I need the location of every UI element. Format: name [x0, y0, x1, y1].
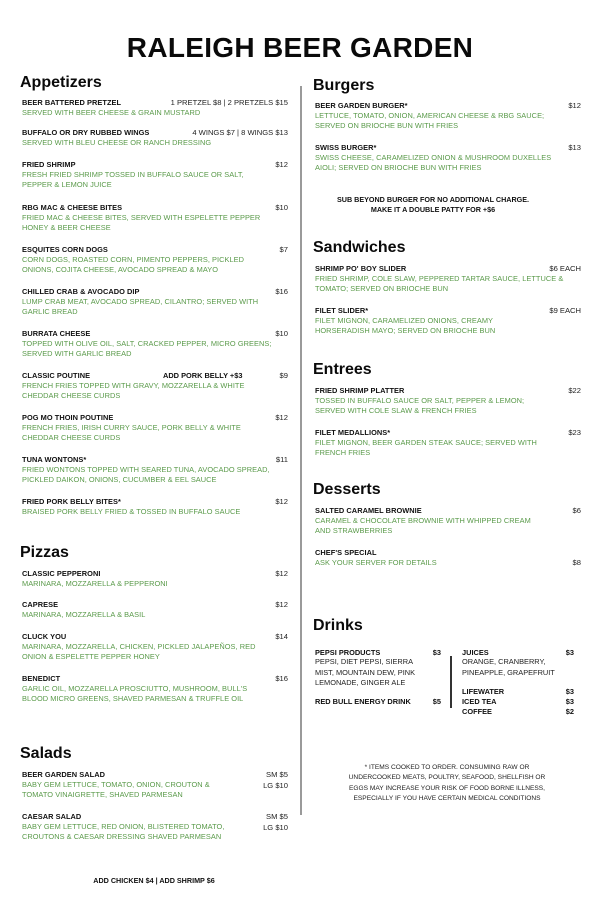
item-name: FRIED SHRIMP PLATTER — [315, 386, 405, 395]
item-price: $8 — [572, 557, 581, 567]
item-description: SERVED WITH BEER CHEESE & GRAIN MUSTARD — [22, 107, 201, 117]
menu-item — [22, 770, 288, 801]
section-title-salads: Salads — [20, 745, 72, 762]
menu-item — [315, 101, 581, 132]
section-title-burgers: Burgers — [313, 77, 375, 94]
item-name: BUFFALO OR DRY RUBBED WINGS — [22, 128, 150, 137]
item-name: BEER GARDEN BURGER* — [315, 101, 408, 110]
drink-name: COFFEE — [462, 707, 492, 717]
item-name: BENEDICT — [22, 674, 61, 683]
item-price: $9 — [279, 371, 288, 380]
item-addon: ADD PORK BELLY +$3 — [163, 371, 243, 380]
item-price: $12 — [275, 160, 288, 169]
item-name: FILET SLIDER* — [315, 306, 369, 315]
price-small: SM $5 — [266, 770, 288, 779]
item-description: FRENCH FRIES TOPPED WITH GRAVY, MOZZARELLA & WHITE CHEDDAR CHEESE CURDS — [22, 380, 245, 401]
item-name: CAPRESE — [22, 600, 59, 609]
menu-item — [22, 812, 288, 843]
item-name: SALTED CARAMEL BROWNIE — [315, 506, 422, 515]
item-description: LUMP CRAB MEAT, AVOCADO SPREAD, CILANTRO; SERVED WITH GARLIC BREAD — [22, 296, 259, 317]
drink-price: $5 — [432, 696, 441, 706]
item-name: CLUCK YOU — [22, 632, 67, 641]
allergy-line-3: EGGS MAY INCREASE YOUR RISK OF FOOD BORNE ILLNESS, — [348, 784, 546, 792]
item-price: $22 — [568, 386, 581, 395]
item-description: SERVED WITH BLEU CHEESE OR RANCH DRESSING — [22, 137, 212, 147]
menu-item — [22, 287, 288, 318]
item-name: FILET MEDALLIONS* — [315, 428, 391, 437]
menu-item — [315, 386, 581, 417]
menu-title: RALEIGH BEER GARDEN — [126, 32, 474, 63]
price-small: SM $5 — [266, 812, 288, 821]
section-title-drinks: Drinks — [313, 617, 363, 634]
menu-item — [315, 428, 581, 459]
price-large: LG $10 — [263, 822, 288, 832]
item-name: CLASSIC POUTINE — [22, 371, 91, 380]
drink-price: $3 — [565, 648, 574, 657]
item-price: $14 — [275, 632, 288, 641]
item-description: TOPPED WITH OLIVE OIL, SALT, CRACKED PEPPER, MICRO GREENS; SERVED WITH GARLIC BREAD — [22, 338, 272, 359]
item-price-sizes — [263, 770, 288, 791]
item-price: $10 — [275, 329, 288, 338]
drink-name: LIFEWATER — [462, 687, 505, 697]
menu-item — [22, 371, 288, 402]
menu-item — [22, 674, 288, 705]
menu-item — [22, 455, 288, 486]
drink-name: JUICES — [462, 648, 489, 657]
item-name: CLASSIC PEPPERONI — [22, 569, 101, 578]
item-price: $12 — [275, 569, 288, 578]
item-price: $6 EACH — [549, 264, 581, 273]
column-divider — [300, 86, 302, 815]
menu-item — [22, 569, 288, 589]
item-price: $11 — [275, 455, 288, 464]
item-price: $23 — [568, 428, 581, 437]
menu-item — [22, 497, 288, 517]
allergy-line-4: ESPECIALLY IF YOU HAVE CERTAIN MEDICAL CONDITIONS — [353, 795, 541, 803]
item-price: $12 — [275, 497, 288, 506]
menu-item — [22, 128, 288, 148]
item-description: FILET MIGNON, BEER GARDEN STEAK SAUCE; SERVED WITH FRENCH FRIES — [315, 437, 537, 458]
item-name: RBG MAC & CHEESE BITES — [22, 203, 123, 212]
item-name: FRIED PORK BELLY BITES* — [22, 497, 121, 506]
allergy-line-2: UNDERCOOKED MEATS, POULTRY, SEAFOOD, SHELLFISH OR — [348, 774, 546, 782]
section-title-pizzas: Pizzas — [20, 544, 69, 561]
section-title-desserts: Desserts — [313, 481, 381, 498]
item-description: MARINARA, MOZZARELLA, CHICKEN, PICKLED JALAPEÑOS, RED ONION & ESPELETTE PEPPER HONEY — [22, 641, 256, 662]
item-description: FRIED SHRIMP, COLE SLAW, PEPPERED TARTAR SAUCE, LETTUCE & TOMATO; SERVED ON BRIOCHE BUN — [315, 273, 564, 294]
menu-item — [22, 160, 288, 191]
drink-name: RED BULL ENERGY DRINK — [315, 696, 411, 706]
drink-name: ICED TEA — [462, 697, 497, 707]
item-price: $12 — [568, 101, 581, 110]
left-column — [20, 0, 288, 918]
item-price: $13 — [568, 143, 581, 152]
item-name: ESQUITES CORN DOGS — [22, 245, 108, 254]
item-description: MARINARA, MOZZARELLA & PEPPERONI — [22, 578, 168, 588]
burger-substitution-note — [313, 195, 553, 216]
item-description: LETTUCE, TOMATO, ONION, AMERICAN CHEESE & RBG SAUCE; SERVED ON BRIOCHE BUN WITH FRIES — [315, 110, 545, 131]
menu-item — [315, 548, 581, 568]
item-price-sizes — [263, 812, 288, 833]
item-price: $16 — [275, 674, 288, 683]
item-description: ASK YOUR SERVER FOR DETAILS — [315, 557, 437, 567]
drinks-left — [315, 648, 441, 706]
menu-item — [22, 632, 288, 663]
allergy-warning — [313, 763, 581, 805]
item-description: FILET MIGNON, CARAMELIZED ONIONS, CREAMY HORSERADISH MAYO; SERVED ON BRIOCHE BUN — [315, 315, 496, 336]
menu-item — [22, 245, 288, 276]
menu-item — [22, 203, 288, 234]
drink-price: $2 — [565, 707, 574, 717]
drink-name: PEPSI PRODUCTS — [315, 648, 381, 657]
item-description: BABY GEM LETTUCE, TOMATO, ONION, CROUTON & TOMATO VINAIGRETTE, SHAVED PARMESAN — [22, 779, 210, 800]
salad-addons-note: ADD CHICKEN $4 | ADD SHRIMP $6 — [93, 876, 215, 885]
item-description: BABY GEM LETTUCE, RED ONION, BLISTERED TOMATO, CROUTONS & CAESAR DRESSING SHAVED PARMESAN — [22, 821, 225, 842]
item-price: $10 — [275, 203, 288, 212]
item-description: SWISS CHEESE, CARAMELIZED ONION & MUSHROOM DUXELLES AIOLI; SERVED ON BRIOCHE BUN WITH FRIES — [315, 152, 552, 173]
item-price: $6 — [572, 506, 581, 515]
section-title-entrees: Entrees — [313, 361, 372, 378]
item-description: CORN DOGS, ROASTED CORN, PIMENTO PEPPERS, PICKLED ONIONS, COJITA CHEESE, AVOCADO SPREAD & MAYO — [22, 254, 245, 275]
item-description: FRIED WONTONS TOPPED WITH SEARED TUNA, AVOCADO SPREAD, PICKLED DAIKON, ONIONS, CUCUMBER & EEL SAUCE — [22, 464, 270, 485]
menu-item — [315, 143, 581, 174]
burger-note-line-1: SUB BEYOND BURGER FOR NO ADDITIONAL CHARGE. — [336, 195, 530, 204]
item-name: BURRATA CHEESE — [22, 329, 91, 338]
item-description: FRIED MAC & CHEESE BITES, SERVED WITH ESPELETTE PEPPER HONEY & BEER CHEESE — [22, 212, 261, 233]
item-name: FRIED SHRIMP — [22, 160, 76, 169]
item-price: $7 — [279, 245, 288, 254]
item-name: CHILLED CRAB & AVOCADO DIP — [22, 287, 140, 296]
drinks-right — [462, 648, 574, 716]
menu-item — [22, 413, 288, 444]
right-column — [313, 0, 581, 918]
burger-note-line-2: MAKE IT A DOUBLE PATTY FOR +$6 — [370, 205, 496, 215]
menu-item — [22, 98, 288, 118]
drink-price: $3 — [565, 687, 574, 697]
section-title-appetizers: Appetizers — [20, 74, 102, 91]
item-price: 1 PRETZEL $8 | 2 PRETZELS $15 — [170, 98, 288, 107]
item-name: TUNA WONTONS* — [22, 455, 87, 464]
item-description: MARINARA, MOZZARELLA & BASIL — [22, 609, 146, 619]
menu-item — [315, 264, 581, 295]
item-name: CAESAR SALAD — [22, 812, 82, 821]
drink-price: $3 — [565, 697, 574, 707]
allergy-line-1: * ITEMS COOKED TO ORDER. CONSUMING RAW OR — [364, 764, 530, 771]
menu-item — [22, 600, 288, 620]
section-title-sandwiches: Sandwiches — [313, 239, 406, 256]
item-description: FRENCH FRIES, IRISH CURRY SAUCE, PORK BELLY & WHITE CHEDDAR CHEESE CURDS — [22, 422, 241, 443]
item-description: GARLIC OIL, MOZZARELLA PROSCIUTTO, MUSHROOM, BULL'S BLOOD MICRO GREENS, SHAVED PARMESAN & TRUFFLE OIL — [22, 683, 248, 704]
drink-description: ORANGE, CRANBERRY, PINEAPPLE, GRAPEFRUIT — [462, 657, 555, 677]
item-name: CHEF'S SPECIAL — [315, 548, 377, 557]
menu-item — [315, 306, 581, 337]
item-price: 4 WINGS $7 | 8 WINGS $13 — [192, 128, 288, 137]
drink-price: $3 — [432, 648, 441, 657]
item-description: CARAMEL & CHOCOLATE BROWNIE WITH WHIPPED CREAM AND STRAWBERRIES — [315, 515, 531, 536]
item-name: BEER GARDEN SALAD — [22, 770, 105, 779]
menu-item — [22, 329, 288, 360]
drinks-divider — [450, 656, 452, 708]
item-name: BEER BATTERED PRETZEL — [22, 98, 122, 107]
item-price: $9 EACH — [549, 306, 581, 315]
item-price: $12 — [275, 600, 288, 609]
item-description: TOSSED IN BUFFALO SAUCE OR SALT, PEPPER & LEMON; SERVED WITH COLE SLAW & FRENCH FRIES — [315, 395, 525, 416]
item-name: SWISS BURGER* — [315, 143, 377, 152]
drink-description: PEPSI, DIET PEPSI, SIERRA MIST, MOUNTAIN DEW, PINK LEMONADE, GINGER ALE — [315, 657, 416, 688]
item-name: SHRIMP PO' BOY SLIDER — [315, 264, 407, 273]
price-large: LG $10 — [263, 780, 288, 790]
item-price: $16 — [275, 287, 288, 296]
item-description: BRAISED PORK BELLY FRIED & TOSSED IN BUFFALO SAUCE — [22, 506, 241, 516]
menu-item — [315, 506, 581, 537]
item-description: FRESH FRIED SHRIMP TOSSED IN BUFFALO SAUCE OR SALT, PEPPER & LEMON JUICE — [22, 169, 244, 190]
item-price: $12 — [275, 413, 288, 422]
item-name: POG MO THOIN POUTINE — [22, 413, 114, 422]
